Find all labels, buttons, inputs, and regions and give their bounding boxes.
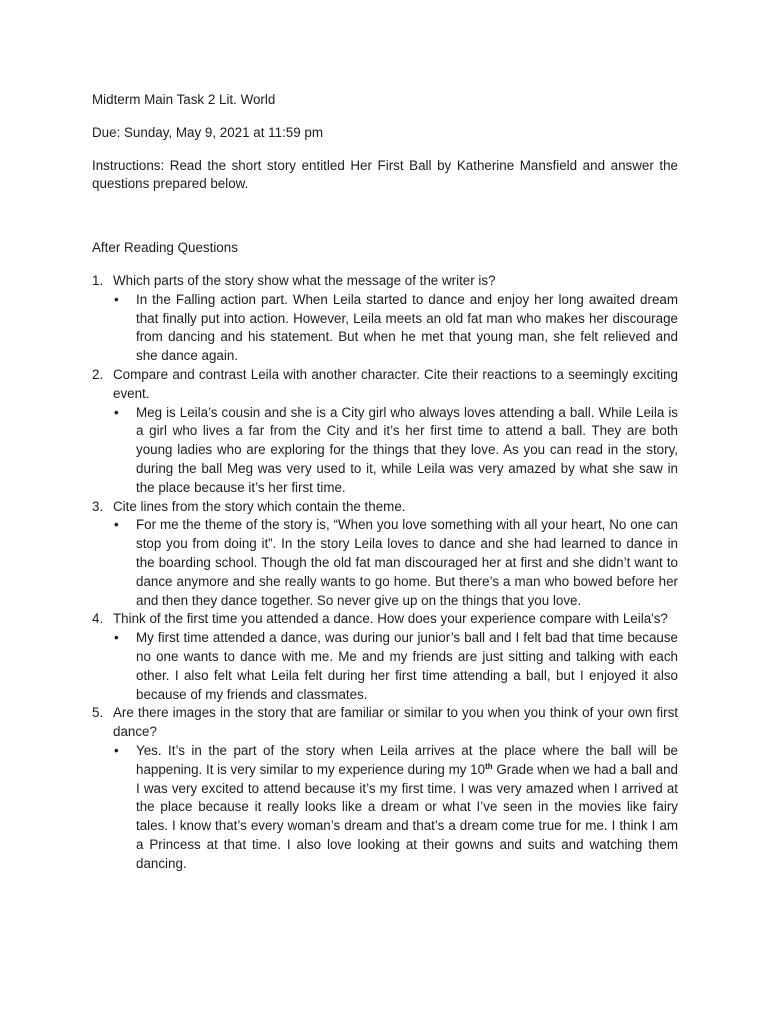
answer-item [92, 404, 678, 498]
answer-item [92, 742, 678, 874]
answer-text-part: Yes. It’s in the part of the story when Leila arrives at the place where the ball will be happening. It is very similar to my experience during my 10 [136, 742, 678, 777]
bullet-icon: • [114, 630, 119, 646]
instructions: Instructions: Read the short story entitled Her First Ball by Katherine Mansfield and answer the questions prepared below. [92, 157, 678, 192]
question-text: Think of the first time you attended a dance. How does your experience compare with Leila's? [113, 611, 668, 627]
answer-text: For me the theme of the story is, “When you love something with all your heart, No one can stop you from doing it”. In the story Leila loves to dance and she had learned to dance in the boarding school. Though the old fat man discouraged her at first and she didn’t want to dance anymore and she really wants to go home. But there’s a man who bowed before her and then they dance together. So never give up on the things that you love. [136, 517, 678, 608]
question-number: 2. [92, 366, 104, 382]
question-item [92, 610, 678, 629]
answer-text: My first time attended a dance, was during our junior’s ball and I felt bad that time because no one wants to dance with me. Me and my friends are just sitting and talking with each other. I also felt what Leila felt during her first time attending a ball, but I enjoyed it also because of my friends and classmates. [136, 630, 678, 702]
question-number: 1. [92, 272, 104, 288]
question-item [92, 272, 678, 291]
answer-text: In the Falling action part. When Leila started to dance and enjoy her long awaited dream that finally put into action. However, Leila meets an old fat man who makes her discourage from dancing and his statement. But when he met that young man, she felt relieved and she dance again. [136, 291, 678, 364]
question-text: Cite lines from the story which contain the theme. [113, 498, 406, 514]
question-number: 4. [92, 611, 104, 627]
question-item [92, 366, 678, 404]
ordinal-superscript: th [485, 761, 493, 771]
question-text: Which parts of the story show what the message of the writer is? [113, 272, 496, 288]
bullet-icon: • [114, 742, 119, 758]
document-body [92, 91, 678, 873]
answer-item [92, 291, 678, 366]
question-item [92, 704, 678, 742]
document-title: Midterm Main Task 2 Lit. World [92, 92, 276, 107]
answer-text-part: Grade when we had a ball and I was very excited to attend because it’s my first time. I was very amazed when I arrived at the place because it really looks like a dream or what I’ve seen in the movies like fairy tales. I know that’s every woman’s dream and that’s a dream come true for me. I think I am a Princess at that time. I also love looking at their gowns and suits and watching them dancing. [136, 761, 678, 871]
question-text: Are there images in the story that are familiar or similar to you when you think of your own first dance? [113, 705, 678, 740]
answer-text: Meg is Leila’s cousin and she is a City girl who always loves attending a ball. While Leila is a girl who lives a far from the City and it’s her first time to attend a ball. They are both young ladies who are exploring for the things that they love. As you can read in the story, during the ball Meg was very used to it, while Leila was very amazed by what she saw in the place because it’s her first time. [136, 404, 678, 495]
answer-text [136, 743, 678, 871]
question-item [92, 498, 678, 517]
bullet-icon: • [114, 404, 119, 420]
question-number: 3. [92, 498, 104, 514]
answer-item [92, 629, 678, 704]
bullet-icon: • [114, 517, 119, 533]
due-date: Due: Sunday, May 9, 2021 at 11:59 pm [92, 124, 324, 140]
question-number: 5. [92, 705, 104, 721]
question-text: Compare and contrast Leila with another character. Cite their reactions to a seemingly exciting event. [113, 366, 678, 401]
answer-item [92, 516, 678, 610]
bullet-icon: • [114, 291, 119, 307]
section-heading: After Reading Questions [92, 240, 238, 256]
